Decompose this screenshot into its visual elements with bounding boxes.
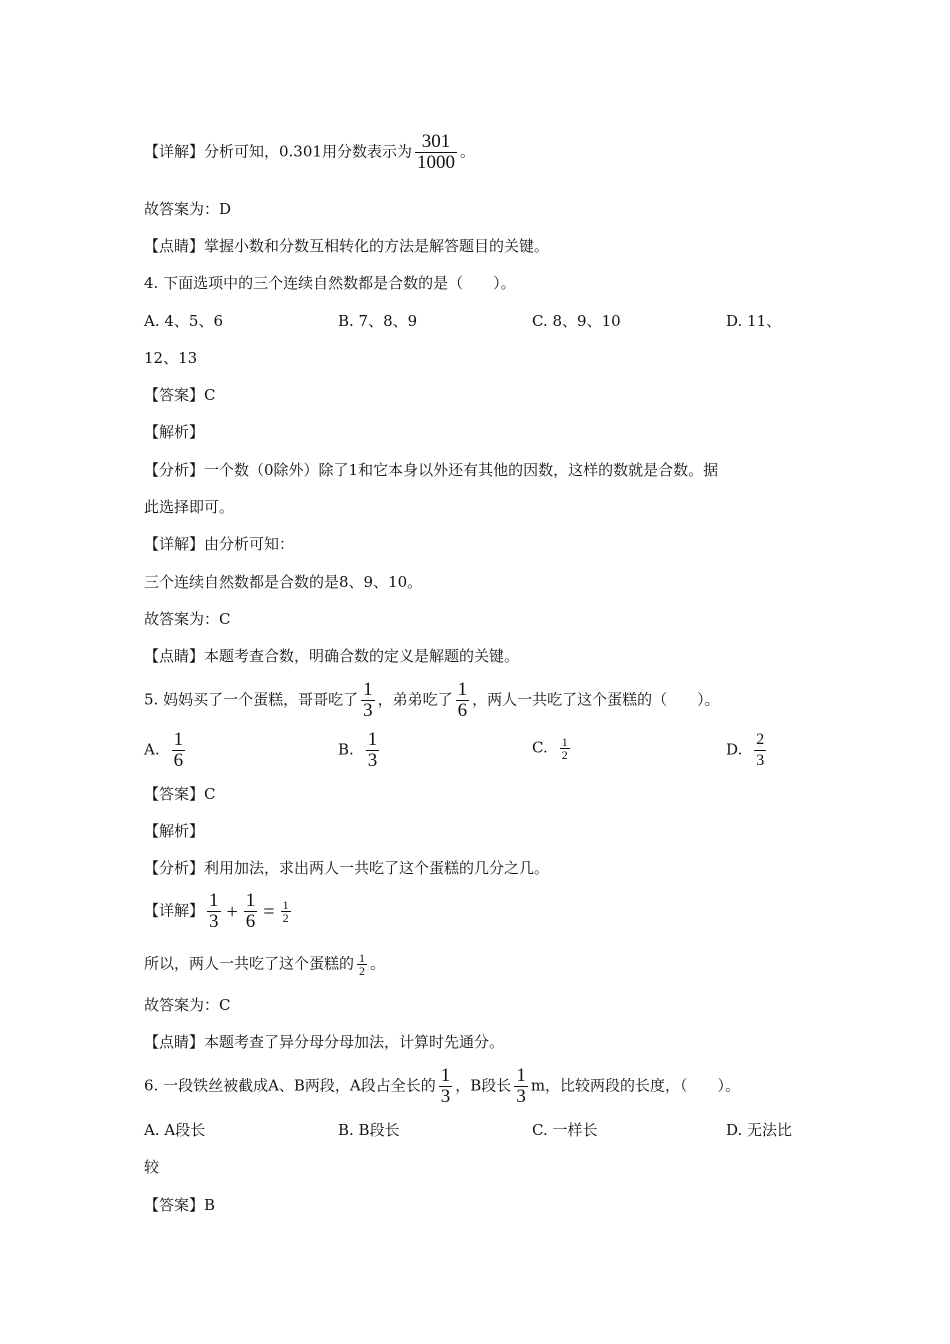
fraction-numerator: 1 xyxy=(367,729,378,750)
fraction-denominator: 3 xyxy=(209,911,219,932)
q4-answer: 【答案】C xyxy=(144,386,216,404)
option-fraction xyxy=(172,730,186,771)
q4-option-c: C. 8、9、10 xyxy=(532,312,621,330)
fraction-numerator: 1 xyxy=(173,729,184,750)
q4-analysis-cont: 此选择即可。 xyxy=(144,498,235,516)
q6-question xyxy=(144,1066,740,1107)
fraction-numerator: 1 xyxy=(440,1065,451,1086)
q5-question-text: 5. 妈妈买了一个蛋糕，哥哥吃了 xyxy=(144,690,359,709)
q5-option-b xyxy=(338,730,382,771)
option-fraction xyxy=(366,730,380,771)
q4-detail: 【详解】由分析可知： xyxy=(144,535,295,553)
q3-detail-line xyxy=(144,132,475,173)
fraction-denominator: 3 xyxy=(363,700,373,721)
fraction-denominator: 2 xyxy=(282,911,289,925)
fraction-denominator: 3 xyxy=(516,1086,526,1107)
fraction-numerator: 1 xyxy=(363,679,373,700)
fraction-numerator: 1 xyxy=(561,735,568,749)
fraction-numerator: 1 xyxy=(282,898,289,912)
q5-question-text: ，弟弟吃了 xyxy=(377,690,453,709)
plus-sign: + xyxy=(226,900,238,923)
q4-question: 4. 下面选项中的三个连续自然数都是合数的是（ ）。 xyxy=(144,274,516,292)
option-label: C. xyxy=(532,738,548,757)
fraction-numerator: 1 xyxy=(516,1065,526,1086)
q6-option-c: C. 一样长 xyxy=(532,1121,598,1139)
q5-fraction-brother xyxy=(361,680,375,721)
q6-fraction-a xyxy=(439,1066,453,1107)
option-label: A. xyxy=(144,740,160,759)
fraction-numerator: 2 xyxy=(756,731,765,748)
q5-tip: 【点睛】本题考查了异分母分母加法，计算时先通分。 xyxy=(144,1033,505,1051)
q6-answer: 【答案】B xyxy=(144,1196,216,1214)
fraction-numerator: 1 xyxy=(209,890,219,911)
fraction-denominator: 3 xyxy=(367,750,378,771)
q5-detail-label: 【详解】 xyxy=(144,901,205,920)
equals-sign: = xyxy=(263,900,275,923)
fraction-denominator: 2 xyxy=(359,964,366,978)
q3-answer-line: 故答案为：D xyxy=(144,200,232,218)
fraction-numerator: 1 xyxy=(245,890,256,911)
fraction-denominator: 1000 xyxy=(416,152,455,173)
fraction-numerator: 1 xyxy=(457,679,468,700)
option-label: D. xyxy=(726,740,743,759)
q3-tip: 【点睛】掌握小数和分数互相转化的方法是解答题目的关键。 xyxy=(144,237,550,255)
q5-option-d xyxy=(726,730,769,771)
detail-fraction-a xyxy=(207,891,221,932)
q5-so-suffix: 。 xyxy=(370,954,386,973)
q4-option-b: B. 7、8、9 xyxy=(338,312,418,330)
q4-jiexi: 【解析】 xyxy=(144,423,205,441)
q4-tip: 【点睛】本题考查合数，明确合数的定义是解题的关键。 xyxy=(144,647,520,665)
fraction-denominator: 2 xyxy=(561,748,568,762)
q3-detail-fraction xyxy=(415,132,457,173)
q5-so-text: 所以，两人一共吃了这个蛋糕的 xyxy=(144,954,355,973)
option-label: B. xyxy=(338,740,354,759)
q5-question-text: ，两人一共吃了这个蛋糕的（ ）。 xyxy=(472,690,720,709)
detail-fraction-result xyxy=(281,899,291,924)
q6-option-a: A. A段长 xyxy=(144,1121,206,1139)
q5-answer: 【答案】C xyxy=(144,785,216,803)
q4-analysis: 【分析】一个数（0除外）除了1和它本身以外还有其他的因数，这样的数就是合数。据 xyxy=(144,461,719,479)
q5-so-fraction xyxy=(357,952,367,977)
q5-option-a xyxy=(144,730,188,771)
fraction-denominator: 6 xyxy=(173,750,184,771)
q6-option-d-wrap: 较 xyxy=(144,1158,160,1176)
fraction-denominator: 3 xyxy=(440,1086,451,1107)
q5-jiexi: 【解析】 xyxy=(144,822,205,840)
q4-detail-body: 三个连续自然数都是合数的是8、9、10。 xyxy=(144,573,423,591)
q3-detail-text: 【详解】分析可知，0.301用分数表示为 xyxy=(144,142,412,161)
q4-option-d-wrap: 12、13 xyxy=(144,349,198,367)
q4-option-a: A. 4、5、6 xyxy=(144,312,223,330)
q5-question xyxy=(144,680,720,721)
fraction-numerator: 1 xyxy=(359,951,366,965)
q6-option-b: B. B段长 xyxy=(338,1121,400,1139)
q5-option-c xyxy=(532,736,573,761)
q5-answer-line: 故答案为：C xyxy=(144,996,231,1014)
q6-option-d: D. 无法比 xyxy=(726,1121,793,1139)
option-fraction xyxy=(560,736,570,761)
q3-detail-suffix: 。 xyxy=(459,142,475,161)
q6-question-text: 6. 一段铁丝被截成A、B两段，A段占全长的 xyxy=(144,1076,436,1095)
fraction-denominator: 6 xyxy=(457,700,468,721)
q6-question-text: m，比较两段的长度，（ ）。 xyxy=(530,1076,741,1095)
q5-so-line xyxy=(144,952,385,977)
q4-answer-line: 故答案为：C xyxy=(144,610,231,628)
q6-fraction-b xyxy=(514,1066,528,1107)
q5-detail xyxy=(144,891,294,932)
fraction-denominator: 3 xyxy=(756,752,765,769)
fraction-numerator: 301 xyxy=(421,131,451,152)
detail-fraction-b xyxy=(244,891,258,932)
fraction-denominator: 6 xyxy=(245,911,256,932)
q5-analysis: 【分析】利用加法，求出两人一共吃了这个蛋糕的几分之几。 xyxy=(144,859,550,877)
option-fraction xyxy=(754,730,766,771)
q6-question-text: ，B段长 xyxy=(455,1076,512,1095)
q5-fraction-younger-brother xyxy=(456,680,470,721)
q4-option-d: D. 11、 xyxy=(726,312,782,330)
